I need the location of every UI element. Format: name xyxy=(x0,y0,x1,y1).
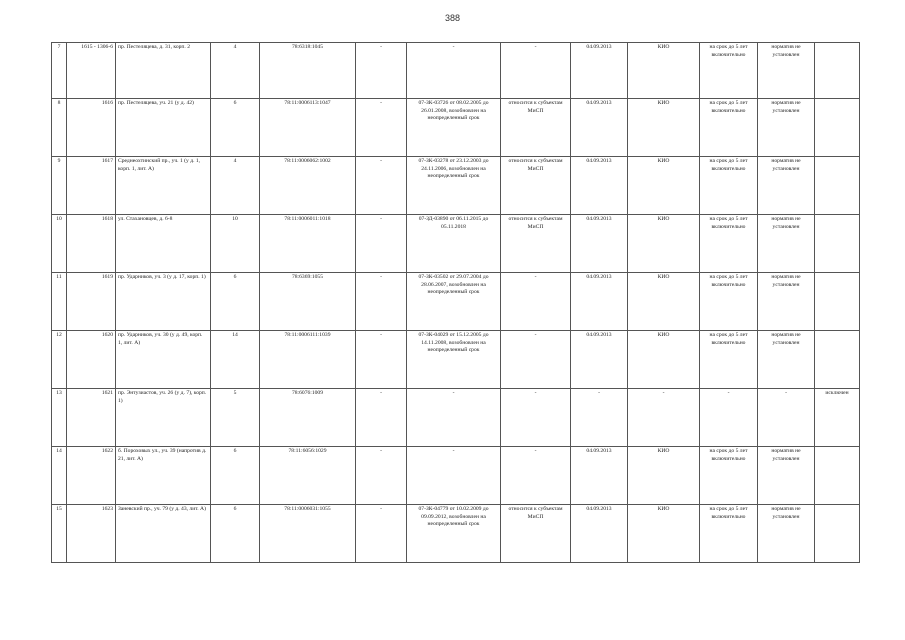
row-number-cell: 12 xyxy=(52,331,67,389)
record-id-cell: 1621 xyxy=(67,389,116,447)
term-cell: на срок до 5 лет включительно xyxy=(700,215,758,273)
term-cell: на срок до 5 лет включительно xyxy=(700,273,758,331)
floors-cell: 4 xyxy=(211,157,260,215)
table-row xyxy=(52,157,860,215)
address-cell: Среднеохтинский пр., уч. 1 (у д. 1, корп. 1, лит. А) xyxy=(116,157,211,215)
smb-status-cell: относится к субъектам МиСП xyxy=(501,505,571,563)
record-id-cell: 1619 xyxy=(67,273,116,331)
address-cell: ул. Стахановцев, д. 6-8 xyxy=(116,215,211,273)
date-cell: 04.09.2013 xyxy=(571,157,628,215)
date-cell: 04.09.2013 xyxy=(571,215,628,273)
floors-cell: 14 xyxy=(211,331,260,389)
date-cell: 04.09.2013 xyxy=(571,331,628,389)
smb-status-cell: относится к субъектам МиСП xyxy=(501,99,571,157)
norm-cell: норматив не установлен xyxy=(758,215,815,273)
smb-status-cell: - xyxy=(501,331,571,389)
note-cell xyxy=(815,273,860,331)
record-id-cell: 1617 xyxy=(67,157,116,215)
record-id-cell: 1620 xyxy=(67,331,116,389)
date-cell: 04.09.2013 xyxy=(571,43,628,99)
norm-cell: норматив не установлен xyxy=(758,505,815,563)
smb-status-cell: - xyxy=(501,43,571,99)
record-id-cell: 1616 xyxy=(67,99,116,157)
norm-cell: норматив не установлен xyxy=(758,447,815,505)
column-6-cell: - xyxy=(356,505,407,563)
organization-cell: - xyxy=(628,389,700,447)
record-id-cell: 1622 xyxy=(67,447,116,505)
date-cell: 04.09.2013 xyxy=(571,273,628,331)
table-row xyxy=(52,215,860,273)
record-id-cell: 1618 xyxy=(67,215,116,273)
note-cell xyxy=(815,43,860,99)
note-cell xyxy=(815,215,860,273)
organization-cell: КИО xyxy=(628,157,700,215)
table-row xyxy=(52,447,860,505)
row-number-cell: 11 xyxy=(52,273,67,331)
note-cell xyxy=(815,157,860,215)
norm-cell: норматив не установлен xyxy=(758,99,815,157)
floors-cell: 6 xyxy=(211,447,260,505)
contract-cell: 07-ЗК-04029 от 15.12.2005 до 14.11.2008, возобновлен на неопределенный срок xyxy=(407,331,501,389)
norm-cell: - xyxy=(758,389,815,447)
column-6-cell: - xyxy=(356,331,407,389)
organization-cell: КИО xyxy=(628,331,700,389)
register-table xyxy=(51,42,860,563)
row-number-cell: 8 xyxy=(52,99,67,157)
date-cell: 04.09.2013 xyxy=(571,505,628,563)
row-number-cell: 10 xyxy=(52,215,67,273)
date-cell: 04.09.2013 xyxy=(571,99,628,157)
date-cell: 04.09.2013 xyxy=(571,447,628,505)
table-row xyxy=(52,505,860,563)
note-cell xyxy=(815,331,860,389)
note-cell xyxy=(815,505,860,563)
organization-cell: КИО xyxy=(628,505,700,563)
address-cell: пр. Пестеляцева, д. 31, корп. 2 xyxy=(116,43,211,99)
cadastral-number-cell: 78:11:0006011:1018 xyxy=(260,215,356,273)
organization-cell: КИО xyxy=(628,215,700,273)
cadastral-number-cell: 78:11:0006062:1002 xyxy=(260,157,356,215)
row-number-cell: 15 xyxy=(52,505,67,563)
cadastral-number-cell: 78:11:6056:1029 xyxy=(260,447,356,505)
contract-cell: - xyxy=(407,447,501,505)
address-cell: б. Пороховых ул., уч. 39 (напротив д. 21, лит. А) xyxy=(116,447,211,505)
term-cell: на срок до 5 лет включительно xyxy=(700,447,758,505)
norm-cell: норматив не установлен xyxy=(758,43,815,99)
norm-cell: норматив не установлен xyxy=(758,331,815,389)
date-cell: - xyxy=(571,389,628,447)
column-6-cell: - xyxy=(356,447,407,505)
floors-cell: 5 xyxy=(211,389,260,447)
table-row xyxy=(52,331,860,389)
organization-cell: КИО xyxy=(628,447,700,505)
term-cell: на срок до 5 лет включительно xyxy=(700,99,758,157)
term-cell: на срок до 5 лет включительно xyxy=(700,157,758,215)
smb-status-cell: относится к субъектам МиСП xyxy=(501,157,571,215)
cadastral-number-cell: 78:6318:1045 xyxy=(260,43,356,99)
contract-cell: 07-ЗК-04779 от 10.02.2009 до 09.09.2012, возобновлен на неопределенный срок xyxy=(407,505,501,563)
address-cell: пр. Энтузиастов, уч. 26 (у д. 7), корп. 1) xyxy=(116,389,211,447)
note-cell xyxy=(815,99,860,157)
norm-cell: норматив не установлен xyxy=(758,273,815,331)
column-6-cell: - xyxy=(356,215,407,273)
record-id-cell: 1623 xyxy=(67,505,116,563)
page-number: 388 xyxy=(444,13,461,23)
row-number-cell: 13 xyxy=(52,389,67,447)
term-cell: на срок до 5 лет включительно xyxy=(700,331,758,389)
smb-status-cell: - xyxy=(501,273,571,331)
address-cell: Заневский пр., уч. 79 (у д. 43, лит. А) xyxy=(116,505,211,563)
term-cell: - xyxy=(700,389,758,447)
table-row xyxy=(52,99,860,157)
contract-cell: 07-ЗК-03726 от 08.02.2005 до 26.01.2008, возобновлен на неопределенный срок xyxy=(407,99,501,157)
column-6-cell: - xyxy=(356,99,407,157)
note-cell xyxy=(815,447,860,505)
cadastral-number-cell: 78:6369:1055 xyxy=(260,273,356,331)
cadastral-number-cell: 78:11:0006113:1047 xyxy=(260,99,356,157)
address-cell: пр. Ударников, уч. 3 (у д. 17, корп. 1) xyxy=(116,273,211,331)
term-cell: на срок до 5 лет включительно xyxy=(700,505,758,563)
column-6-cell: - xyxy=(356,273,407,331)
row-number-cell: 9 xyxy=(52,157,67,215)
floors-cell: 6 xyxy=(211,505,260,563)
floors-cell: 6 xyxy=(211,273,260,331)
contract-cell: - xyxy=(407,43,501,99)
smb-status-cell: - xyxy=(501,447,571,505)
cadastral-number-cell: 78:11:0006031:1055 xyxy=(260,505,356,563)
column-6-cell: - xyxy=(356,157,407,215)
norm-cell: норматив не установлен xyxy=(758,157,815,215)
row-number-cell: 14 xyxy=(52,447,67,505)
record-id-cell: 1615 - 1306-6 xyxy=(67,43,116,99)
column-6-cell: - xyxy=(356,43,407,99)
contract-cell: 07-ЗД-03890 от 06.11.2015 до 05.11.2018 xyxy=(407,215,501,273)
organization-cell: КИО xyxy=(628,43,700,99)
contract-cell: 07-ЗК-03278 от 23.12.2003 до 24.11.2006, возобновлен на неопределенный срок xyxy=(407,157,501,215)
smb-status-cell: - xyxy=(501,389,571,447)
term-cell: на срок до 5 лет включительно xyxy=(700,43,758,99)
cadastral-number-cell: 78:6076:1009 xyxy=(260,389,356,447)
address-cell: пр. Пестеляцева, уч. 21 (у д. 42) xyxy=(116,99,211,157)
row-number-cell: 7 xyxy=(52,43,67,99)
address-cell: пр. Ударников, уч. 30 (у д. 49, корп. 1, лит. А) xyxy=(116,331,211,389)
smb-status-cell: относится к субъектам МиСП xyxy=(501,215,571,273)
organization-cell: КИО xyxy=(628,273,700,331)
floors-cell: 10 xyxy=(211,215,260,273)
contract-cell: - xyxy=(407,389,501,447)
floors-cell: 6 xyxy=(211,99,260,157)
cadastral-number-cell: 78:11:0006111:1039 xyxy=(260,331,356,389)
table-row xyxy=(52,389,860,447)
table-row xyxy=(52,43,860,99)
floors-cell: 4 xyxy=(211,43,260,99)
note-cell: исключен xyxy=(815,389,860,447)
contract-cell: 07-ЗК-03502 от 29.07.2004 до 28.06.2007, возобновлен на неопределенный срок xyxy=(407,273,501,331)
organization-cell: КИО xyxy=(628,99,700,157)
column-6-cell: - xyxy=(356,389,407,447)
table-row xyxy=(52,273,860,331)
